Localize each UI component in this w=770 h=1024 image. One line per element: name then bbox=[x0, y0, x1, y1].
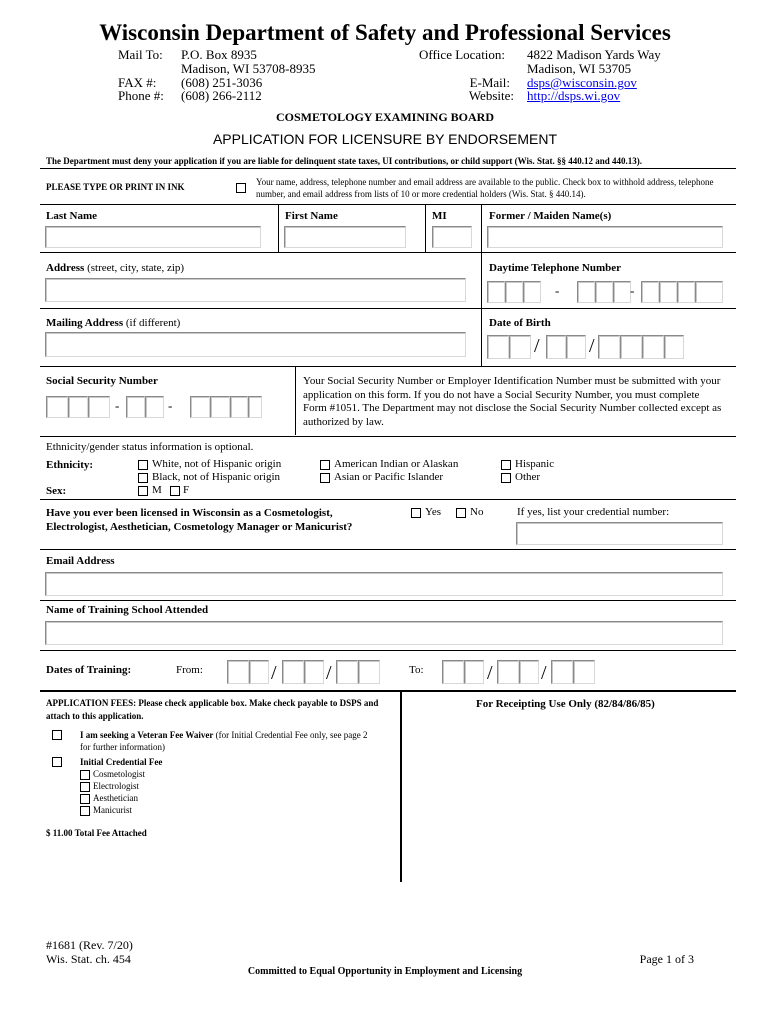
email-address-input[interactable] bbox=[45, 572, 723, 596]
former-name-label: Former / Maiden Name(s) bbox=[489, 210, 612, 222]
sex-label: Sex: bbox=[46, 485, 67, 497]
ethnicity-other-label: Other bbox=[515, 471, 541, 483]
sex-f-label: F bbox=[183, 484, 190, 496]
phone-digit[interactable] bbox=[595, 281, 613, 303]
sex-f-checkbox[interactable] bbox=[170, 486, 180, 496]
initial-fee-checkbox[interactable] bbox=[52, 757, 62, 767]
divider bbox=[481, 309, 482, 366]
mailing-label-hint: (if different) bbox=[123, 317, 181, 329]
total-fee: $ 11.00 Total Fee Attached bbox=[46, 828, 147, 838]
aesthetician-checkbox[interactable] bbox=[80, 794, 90, 804]
ethnicity-white-label: White, not of Hispanic origin bbox=[152, 458, 282, 470]
mailing-label-bold: Mailing Address bbox=[46, 317, 124, 329]
dob-digit[interactable] bbox=[598, 335, 620, 359]
to-date-digit[interactable] bbox=[442, 660, 464, 684]
rule bbox=[40, 600, 736, 601]
fees-instructions: APPLICATION FEES: Please check applicable box. Make check payable to DSPS and attach to this application. bbox=[46, 698, 379, 721]
address-label bbox=[46, 262, 184, 274]
section-divider bbox=[40, 690, 736, 692]
mi-label: MI bbox=[432, 210, 447, 222]
address-label-hint: (street, city, state, zip) bbox=[84, 262, 185, 274]
ssn-digit[interactable] bbox=[210, 396, 230, 418]
veteran-waiver-note: (for Initial Credential Fee only, see page 2 for further information) bbox=[80, 730, 368, 752]
to-date-digit[interactable] bbox=[519, 660, 539, 684]
dob-separator: / bbox=[589, 335, 595, 357]
cosmetologist-label: Cosmetologist bbox=[93, 769, 146, 779]
dob-digit[interactable] bbox=[620, 335, 642, 359]
phone-value: (608) 266-2112 bbox=[181, 88, 262, 103]
phone-digit[interactable] bbox=[487, 281, 505, 303]
rule bbox=[40, 366, 736, 367]
ssn-separator: - bbox=[168, 398, 173, 413]
from-date-digit[interactable] bbox=[282, 660, 304, 684]
from-label: From: bbox=[176, 664, 203, 676]
credential-number-label: If yes, list your credential number: bbox=[517, 506, 670, 518]
veteran-waiver-text bbox=[80, 729, 380, 753]
licensed-no-checkbox[interactable] bbox=[456, 508, 466, 518]
print-notice: PLEASE TYPE OR PRINT IN INK bbox=[46, 182, 185, 192]
from-date-separator: / bbox=[271, 662, 277, 684]
dob-digit[interactable] bbox=[566, 335, 586, 359]
rule bbox=[40, 549, 736, 550]
rule bbox=[40, 252, 736, 253]
dates-of-training-label: Dates of Training: bbox=[46, 664, 132, 676]
fax-value: (608) 251-3036 bbox=[181, 75, 263, 90]
page-title: Wisconsin Department of Safety and Professional Services bbox=[99, 20, 671, 45]
ethnicity-native-checkbox[interactable] bbox=[320, 460, 330, 470]
mailing-address-input[interactable] bbox=[45, 332, 466, 357]
ethnicity-label: Ethnicity: bbox=[46, 459, 94, 471]
phone-digit[interactable] bbox=[641, 281, 659, 303]
ssn-digit[interactable] bbox=[46, 396, 68, 418]
page-number: Page 1 of 3 bbox=[639, 952, 694, 966]
mail-to-line1: P.O. Box 8935 bbox=[181, 47, 257, 62]
to-label: To: bbox=[409, 664, 424, 676]
mail-to-line2: Madison, WI 53708-8935 bbox=[181, 61, 316, 76]
divider bbox=[481, 205, 482, 252]
cosmetologist-checkbox[interactable] bbox=[80, 770, 90, 780]
dob-digit[interactable] bbox=[546, 335, 566, 359]
phone-label: Phone #: bbox=[118, 88, 164, 103]
email-link[interactable]: dsps@wisconsin.gov bbox=[527, 75, 637, 90]
ethnicity-hispanic-checkbox[interactable] bbox=[501, 460, 511, 470]
mi-input[interactable] bbox=[432, 226, 472, 248]
from-date-digit[interactable] bbox=[336, 660, 358, 684]
rule bbox=[40, 499, 736, 500]
licensed-question: Have you ever been licensed in Wisconsin as a Cosmetologist, Electrologist, Aesthetician, Cosmetology Manager or Manicurist? bbox=[46, 507, 353, 533]
phone-digit[interactable] bbox=[577, 281, 595, 303]
ssn-digit[interactable] bbox=[68, 396, 88, 418]
fees-divider bbox=[400, 692, 402, 882]
aesthetician-label: Aesthetician bbox=[93, 793, 138, 803]
initial-fee-label: Initial Credential Fee bbox=[80, 757, 163, 767]
to-date-digit[interactable] bbox=[497, 660, 519, 684]
licensed-yes-label: Yes bbox=[425, 506, 442, 518]
rule bbox=[40, 168, 736, 169]
office-line2: Madison, WI 53705 bbox=[527, 61, 632, 76]
to-date-digit[interactable] bbox=[573, 660, 595, 684]
ssn-digit[interactable] bbox=[126, 396, 145, 418]
phone-digit[interactable] bbox=[505, 281, 523, 303]
dob-digit[interactable] bbox=[664, 335, 684, 359]
veteran-waiver-bold: I am seeking a Veteran Fee Waiver bbox=[80, 730, 214, 740]
ethnicity-asian-checkbox[interactable] bbox=[320, 473, 330, 483]
receipting-label: For Receipting Use Only (82/84/86/85) bbox=[476, 698, 655, 710]
first-name-input[interactable] bbox=[284, 226, 406, 248]
to-date-separator: / bbox=[487, 662, 493, 684]
training-school-input[interactable] bbox=[45, 621, 723, 645]
daytime-phone-label: Daytime Telephone Number bbox=[489, 262, 621, 274]
veteran-waiver-checkbox[interactable] bbox=[52, 730, 62, 740]
ethnicity-other-checkbox[interactable] bbox=[501, 473, 511, 483]
last-name-input[interactable] bbox=[45, 226, 261, 248]
form-title: APPLICATION FOR LICENSURE BY ENDORSEMENT bbox=[212, 131, 558, 147]
email-address-label: Email Address bbox=[46, 555, 115, 567]
to-date-digit[interactable] bbox=[464, 660, 484, 684]
phone-digit[interactable] bbox=[695, 281, 723, 303]
dob-separator: / bbox=[534, 335, 540, 357]
electrologist-label: Electrologist bbox=[93, 781, 139, 791]
ethnicity-hispanic-label: Hispanic bbox=[515, 458, 555, 470]
former-name-input[interactable] bbox=[487, 226, 723, 248]
office-label: Office Location: bbox=[419, 47, 506, 62]
from-date-separator: / bbox=[326, 662, 332, 684]
equal-opportunity: Committed to Equal Opportunity in Employment and Licensing bbox=[247, 966, 523, 977]
first-name-label: First Name bbox=[285, 210, 338, 222]
address-label-bold: Address bbox=[46, 262, 85, 274]
ssn-separator: - bbox=[115, 398, 120, 413]
ethnicity-white-checkbox[interactable] bbox=[138, 460, 148, 470]
mail-to-label: Mail To: bbox=[118, 47, 163, 62]
dob-digit[interactable] bbox=[642, 335, 664, 359]
website-label: Website: bbox=[468, 88, 514, 103]
rule bbox=[40, 308, 736, 309]
withhold-checkbox[interactable] bbox=[236, 183, 246, 193]
board-name: COSMETOLOGY EXAMINING BOARD bbox=[275, 110, 495, 124]
office-line1: 4822 Madison Yards Way bbox=[527, 47, 661, 62]
rule bbox=[40, 204, 736, 205]
phone-digit[interactable] bbox=[523, 281, 541, 303]
phone-digit[interactable] bbox=[677, 281, 695, 303]
dob-digit[interactable] bbox=[509, 335, 531, 359]
ssn-digit[interactable] bbox=[190, 396, 210, 418]
from-date-digit[interactable] bbox=[304, 660, 324, 684]
sex-m-label: M bbox=[152, 484, 162, 496]
to-date-digit[interactable] bbox=[551, 660, 573, 684]
dob-label: Date of Birth bbox=[489, 317, 551, 329]
ssn-digit[interactable] bbox=[248, 396, 262, 418]
rule bbox=[40, 436, 736, 437]
manicurist-checkbox[interactable] bbox=[80, 806, 90, 816]
ethnicity-asian-label: Asian or Pacific Islander bbox=[334, 471, 444, 483]
phone-digit[interactable] bbox=[613, 281, 631, 303]
last-name-label: Last Name bbox=[46, 210, 98, 222]
ethnicity-black-checkbox[interactable] bbox=[138, 473, 148, 483]
divider bbox=[295, 367, 296, 435]
delinquency-notice: The Department must deny your application if you are liable for delinquent state taxes, UI contributions, or child support (Wis. Stat. §§ 440.12 and 440.13). bbox=[46, 156, 642, 166]
ethnicity-black-label: Black, not of Hispanic origin bbox=[152, 471, 281, 483]
divider bbox=[278, 205, 279, 252]
licensed-yes-checkbox[interactable] bbox=[411, 508, 421, 518]
manicurist-label: Manicurist bbox=[93, 805, 132, 815]
dob-digit[interactable] bbox=[487, 335, 509, 359]
address-input[interactable] bbox=[45, 278, 466, 302]
ssn-notice: Your Social Security Number or Employer Identification Number must be submitted with your application on this form. If you do not have a Social Security Number, you must complete Form #1051. The Department may not disclose the Social Security Number collected except as authorized by law. bbox=[303, 375, 722, 428]
electrologist-checkbox[interactable] bbox=[80, 782, 90, 792]
ssn-digit[interactable] bbox=[145, 396, 164, 418]
phone-separator: - bbox=[630, 283, 635, 298]
to-date-separator: / bbox=[541, 662, 547, 684]
divider bbox=[425, 205, 426, 252]
phone-digit[interactable] bbox=[659, 281, 677, 303]
fax-label: FAX #: bbox=[118, 75, 157, 90]
ssn-digit[interactable] bbox=[88, 396, 110, 418]
phone-separator: - bbox=[555, 283, 560, 298]
email-label: E-Mail: bbox=[469, 75, 510, 90]
training-school-label: Name of Training School Attended bbox=[46, 604, 209, 616]
rule bbox=[40, 650, 736, 651]
mailing-address-label bbox=[46, 317, 180, 329]
from-date-digit[interactable] bbox=[358, 660, 380, 684]
from-date-digit[interactable] bbox=[227, 660, 249, 684]
sex-m-checkbox[interactable] bbox=[138, 486, 148, 496]
website-link[interactable]: http://dsps.wi.gov bbox=[527, 88, 621, 103]
ethnicity-optional-note: Ethnicity/gender status information is optional. bbox=[46, 441, 254, 453]
divider bbox=[481, 253, 482, 308]
ssn-label: Social Security Number bbox=[46, 375, 158, 387]
licensed-no-label: No bbox=[470, 506, 484, 518]
ethnicity-native-label: American Indian or Alaskan bbox=[334, 458, 459, 470]
form-number: #1681 (Rev. 7/20) bbox=[46, 938, 133, 952]
withhold-notice: Your name, address, telephone number and email address are available to the public. Check box to withhold address, telephone number, and email address from lists of 10 or more credential holders (Wis. Stat. § 440.14). bbox=[256, 177, 714, 199]
ssn-digit[interactable] bbox=[230, 396, 248, 418]
credential-number-input[interactable] bbox=[516, 522, 723, 545]
statute: Wis. Stat. ch. 454 bbox=[46, 952, 131, 966]
from-date-digit[interactable] bbox=[249, 660, 269, 684]
